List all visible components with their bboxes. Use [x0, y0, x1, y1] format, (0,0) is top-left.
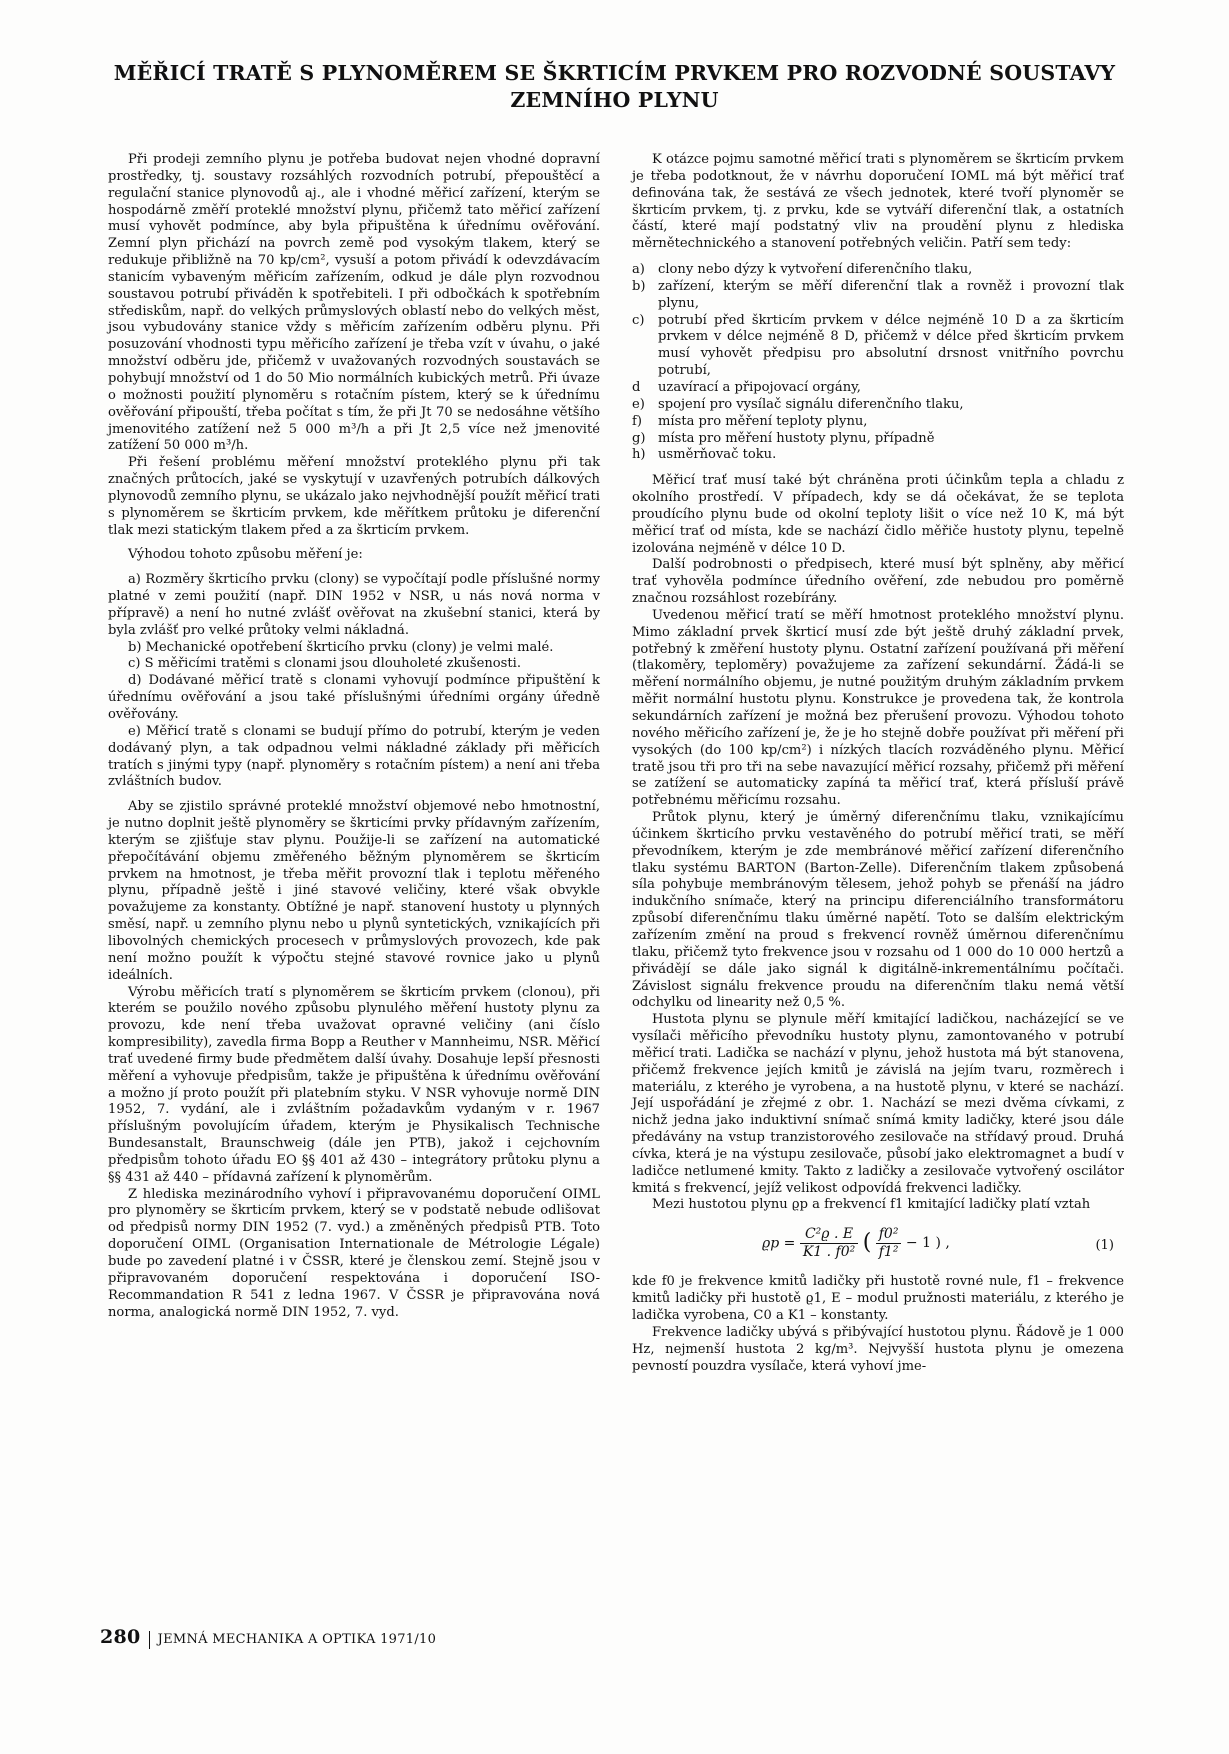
advantage-b: b) Mechanické opotřebení škrticího prvku (clony) je velmi malé. — [128, 639, 554, 655]
page-number: 280 — [100, 1626, 141, 1648]
paragraph: Hustota plynu se plynule měří kmitající ladičkou, nacházející se ve vysílači měřicího převodníku hustoty plynu, zamontovaného v potrubí měřicí trati. Ladička se nachází v plynu, jehož hustota má být stanovena, přičemž frekvence jejích kmitů je závislá na jejím tvaru, rozměrech i materiálu, z kterého je vyrobena, a na hustotě plynu, v které se nachází. Její uspořádání je zřejmé z obr. 1. Nachází se mezi dvěma cívkami, z nichž jedna jako induktivní snímač snímá kmity ladičky, které jsou dále předávány na vstup tranzistorového zesilovače na střídavý proud. Druhá cívka, která je na výstupu zesilovače, působí jako elektromagnet a budí v ladičce netlumené kmity. Takto z ladičky a zesilovače vytvořený oscilátor kmitá s frekvencí, jejíž velikost odpovídá frekvenci ladičky. — [632, 1012, 1124, 1196]
list-item — [632, 414, 1124, 431]
formula-inner-fraction — [876, 1226, 902, 1261]
paragraph: Měřicí trať musí také být chráněna proti účinkům tepla a chladu z okolního prostředí. V případech, kdy se dá očekávat, že se teplota proudícího plynu bude od okolní teploty lišit o více než 10 K, má být měřicí trať od místa, kde se nachází čidlo měřiče hustoty plynu, tepelně izolována nejméně v délce 10 D. — [632, 473, 1124, 556]
advantage-d: d) Dodávané měřicí tratě s clonami vyhovují podmínce připuštění k úřednímu ověřování a jsou také příslušnými úředními orgány úředně ověřovány. — [108, 673, 600, 722]
formula-denominator: K1 . f0² — [802, 1244, 856, 1261]
paragraph: Z hlediska mezinárodního vyhoví i připravovanému doporučení OIML pro plynoměry se škrticím prvkem, který se v podstatě nebude odlišovat od předpisů normy DIN 1952 (7. vyd.) a změněných předpisů PTB. Toto doporučení OIML (Organisation Internationale de Métrologie Légale) bude po zavedení platné i v ČSSR, které je členskou zemí. Stejně jsou v připravovaném doporučení respektována i doporučení ISO-Recommandation R 541 z ledna 1967. V ČSSR je připravována nová norma, analogická normě DIN 1952, 7. vyd. — [108, 1186, 600, 1320]
list-marker: b) — [632, 278, 646, 294]
list-item — [632, 262, 1124, 279]
list-item — [632, 279, 1124, 313]
list-item — [632, 431, 1124, 448]
list-text: clony nebo dýzy k vytvoření diferenčního tlaku, — [658, 262, 973, 278]
formula-paren: ( — [862, 1230, 872, 1256]
advantage-e: e) Měřicí tratě s clonami se budují přímo do potrubí, kterým je veden dodávaný plyn, a tak odpadnou velmi nákladné základy při měřicích tratích s jinými typy (např. plynoměry s rotačním pístem) a není ani třeba zvláštních budov. — [108, 723, 600, 790]
list-marker: d — [632, 379, 641, 395]
list-text: spojení pro vysílač signálu diferenčního tlaku, — [658, 396, 964, 412]
formula-inner-numerator: f0² — [876, 1226, 902, 1244]
article-title: MĚŘICÍ TRATĚ S PLYNOMĚREM SE ŠKRTICÍM PRVKEM PRO ROZVODNÉ SOUSTAVY ZEMNÍHO PLYNU — [113, 61, 1116, 112]
component-list — [632, 262, 1124, 464]
page-footer — [100, 1626, 436, 1649]
paragraph: Výhodou tohoto způsobu měření je: — [128, 547, 363, 563]
paragraph: Při prodeji zemního plynu je potřeba budovat nejen vhodné dopravní prostředky, tj. soustavy rozsáhlých rozvodních potrubí, přepouštěcí a regulační stanice plynovodů aj., ale i vhodné měřicí zařízení, kterým se hospodárně změří proteklé množství plynu, přičemž tato měřicí zařízení musí vyhovět podmínce, aby byla připuštěna k úřednímu ověřování. Zemní plyn přichází na povrch země pod vysokým tlakem, který se redukuje přibližně na 70 kp/cm², vysuší a potom přivádí k odevzdávacím stanicím vybaveným měřicím zařízením, odkud je dále plyn rozvodnou soustavou potrubí přiváděn k spotřebiteli. I při odbočkách k spotřebním střediskům, např. do velkých průmyslových oblastí nebo do velkých měst, jsou vybudovány stanice vždy s měřicím zařízením odběru plynu. Při posuzování vhodnosti typu měřicího zařízení je třeba vzít v úvahu, o jaké množství odběru jde, přičemž v uvažovaných rozvodných soustavách se pohybují množství od 1 do 50 Mio normálních kubických metrů. Při úvaze o možnosti použití plynoměru s rotačním pístem, který se k úřednímu ověřování připouští, třeba počítat s tím, že při Jt 70 se nedosáhne většího jmenovitého zatížení než 5 000 m³/h a při Jt 2,5 více než jmenovité zatížení 50 000 m³/h. — [108, 152, 600, 454]
paragraph: Další podrobnosti o předpisech, které musí být splněny, aby měřicí trať vyhověla podmínce úředního ověření, zde nebudou pro poměrně značnou rozsáhlost rozebírány. — [632, 557, 1124, 607]
list-item — [632, 447, 1124, 464]
list-text: místa pro měření teploty plynu, — [658, 413, 868, 429]
paragraph: Mezi hustotou plynu ϱp a frekvencí f1 kmitající ladičky platí vztah — [652, 1197, 1091, 1213]
formula-inner-denominator: f1² — [878, 1244, 899, 1261]
formula-numerator: C²ϱ . E — [800, 1226, 858, 1244]
advantage-c: c) S měřicími tratěmi s clonami jsou dlouholeté zkušenosti. — [128, 656, 521, 672]
list-marker: f) — [632, 413, 642, 429]
paragraph: Aby se zjistilo správné proteklé množství objemové nebo hmotnostní, je nutno doplnit ještě plynoměry se škrticími prvky přídavným zařízením, kterým se zjišťuje stav plynu. Použije-li se zařízení na automatické přepočítávání objemu změřeného běžným plynoměrem se škrticím prvkem na hmotnost, je třeba měřit provozní tlak i teplotu měřeného plynu, případně ještě i jiné stavové veličiny, které však obvykle považujeme za konstanty. Obtížné je např. stanovení hustoty u plynných směsí, např. u zemního plynu nebo u plynů syntetických, vznikajících při libovolných chemických procesech v průmyslových provozech, kde pak není možno použít k výpočtu stejné stavové rovnice jako u plynů ideálních. — [108, 799, 600, 983]
formula-fraction — [800, 1226, 858, 1261]
formula-body — [762, 1226, 950, 1261]
list-text: místa pro měření hustoty plynu, případně — [658, 430, 935, 446]
list-item — [632, 313, 1124, 380]
paragraph: Frekvence ladičky ubývá s přibývající hustotou plynu. Řádově je 1 000 Hz, nejmenší hustota 2 kg/m³. Nejvyšší hustota plynu je omezena pevností pouzdra vysílače, která vyhoví jme- — [632, 1324, 1124, 1374]
paragraph: Uvedenou měřicí tratí se měří hmotnost proteklého množství plynu. Mimo základní prvek škrticí musí zde být ještě druhý základní prvek, potřebný k změření hustoty plynu. Ostatní zařízení používaná při měření (tlakoměry, teploměry) považujeme za zařízení sekundární. Žádá-li se měření normálního objemu, je nutné použitým druhým základním prvkem měřit normální hustotu plynu. Konstrukce je provedena tak, že kontrola sekundárních zařízení je možná bez přerušení provozu. Výhodou tohoto nového měřicího zařízení je, že je ho stejně dobře používat při měření při vysokých (do 100 kp/cm²) i nízkých tlacích rozváděného plynu. Měřicí tratě jsou tři pro tři na sebe navazující měřicí rozsahy, přičemž při měření se zatížení se automaticky zapíná ta měřicí trať, která přísluší právě potřebnému měřicímu rozsahu. — [632, 607, 1124, 809]
formula-label: (1) — [1095, 1238, 1114, 1254]
list-marker: g) — [632, 430, 646, 446]
paragraph: Průtok plynu, který je úměrný diferenčnímu tlaku, vznikajícímu účinkem škrticího prvku vestavěného do potrubí měřicí trati, se měří převodníkem, kterým je zde membránové měřicí zařízení diferenčního tlaku systému BARTON (Barton-Zelle). Diferenčním tlakem způsobená síla pohybuje membránovým tělesem, jehož pohyb se přenáší na jádro indukčního snímače, který na principu diferenciálního transformátoru způsobí diferenčnímu tlaku úměrné napětí. Toto se dalším elektrickým zařízením změní na proud s frekvencí rovněž úměrnou diferenčnímu tlaku, přičemž tyto frekvence jsou v rozsahu od 1 000 do 10 000 hertzů a přivádějí se dále jako signál k digitálně-inkrementálnímu počítači. Závislost signálu frekvence proudu na diferenčním tlaku nemá větší odchylku od linearity než 0,5 %. — [632, 810, 1124, 1011]
density-formula — [632, 1224, 1124, 1264]
list-marker: e) — [632, 396, 645, 412]
paragraph: Při řešení problému měření množství proteklého plynu při tak značných průtocích, jaké se vyskytují v uzavřených potrubích dálkových plynovodů zemního plynu, se ukázalo jako nejvhodnější použít měřicí trati s plynoměrem se škrticím prvkem, kde měřítkem průtoku je diferenční tlak mezi statickým tlakem před a za škrticím prvkem. — [108, 455, 600, 538]
list-text: zařízení, kterým se měří diferenční tlak a rovněž i provozní tlak plynu, — [658, 278, 1124, 311]
formula-tail: − 1 ) , — [905, 1235, 950, 1252]
list-marker: a) — [632, 262, 645, 278]
list-marker: h) — [632, 447, 646, 463]
list-item — [632, 380, 1124, 397]
left-column — [108, 152, 600, 1321]
paragraph: Výrobu měřicích tratí s plynoměrem se škrticím prvkem (clonou), při kterém se použilo nového způsobu plynulého měření hustoty plynu za provozu, kde není třeba uvažovat opravné veličiny (ani číslo kompresibility), zavedla firma Bopp a Reuther v Mannheimu, NSR. Měřicí trať uvedené firmy bude předmětem další úvahy. Dosahuje lepší přesnosti měření a vyhovuje předpisům, takže je připuštěna k úřednímu ověřování a možno jí proto použít při platebním styku. V NSR vyhovuje normě DIN 1952, 7. vydání, ale i zvláštním požadavkům vydaným v r. 1967 příslušným povolujícím úřadem, kterým je Physikalisch Technische Bundesanstalt, Braunschweig (dále jen PTB), jakož i cejchovním předpisům tohoto úřadu EO §§ 401 až 430 – integrátory průtoku plynu a §§ 431 až 440 – přídavná zařízení k plynoměrům. — [108, 984, 600, 1185]
formula-lhs: ϱp = — [762, 1235, 796, 1252]
paragraph: K otázce pojmu samotné měřicí trati s plynoměrem se škrticím prvkem je třeba podotknout, že v návrhu doporučení IOML má být měřicí trať definována tak, že sestává ze všech jednotek, které tvoří plynoměr se škrticím prvkem, tj. z prvku, kde se vytváří diferenční tlak, a ostatních částí, které mají podstatný vliv na proudění plynu z hlediska měrnětechnického a stanovení potřebných veličin. Patří sem tedy: — [632, 152, 1124, 252]
paragraph: kde f0 je frekvence kmitů ladičky při hustotě rovné nule, f1 – frekvence kmitů ladičky při hustotě ϱ1, E – modul pružnosti materiálu, z kterého je ladička vyrobena, C0 a K1 – konstanty. — [632, 1274, 1124, 1323]
right-column — [632, 152, 1124, 1375]
list-marker: c) — [632, 312, 645, 328]
list-text: usměrňovač toku. — [658, 447, 777, 463]
list-text: potrubí před škrticím prvkem v délce nejméně 10 D a za škrticím prvkem v délce nejméně 8 D, přičemž v délce před škrticím prvkem musí vyhovět předpisu pro absolutní drsnost vnitřního povrchu potrubí, — [658, 312, 1124, 379]
list-item — [632, 397, 1124, 414]
footer-divider — [149, 1631, 150, 1649]
journal-name: JEMNÁ MECHANIKA A OPTIKA 1971/10 — [157, 1632, 437, 1647]
list-text: uzavírací a připojovací orgány, — [658, 379, 861, 395]
advantage-a: a) Rozměry škrticího prvku (clony) se vypočítají podle příslušné normy platné v zemi použití (např. DIN 1952 v NSR, u nás nová norma v přípravě) a není ho nutné zvlášť ověřovat na zkušební stanici, která by byla zvlášť pro velké průtoky velmi nákladná. — [108, 572, 600, 638]
